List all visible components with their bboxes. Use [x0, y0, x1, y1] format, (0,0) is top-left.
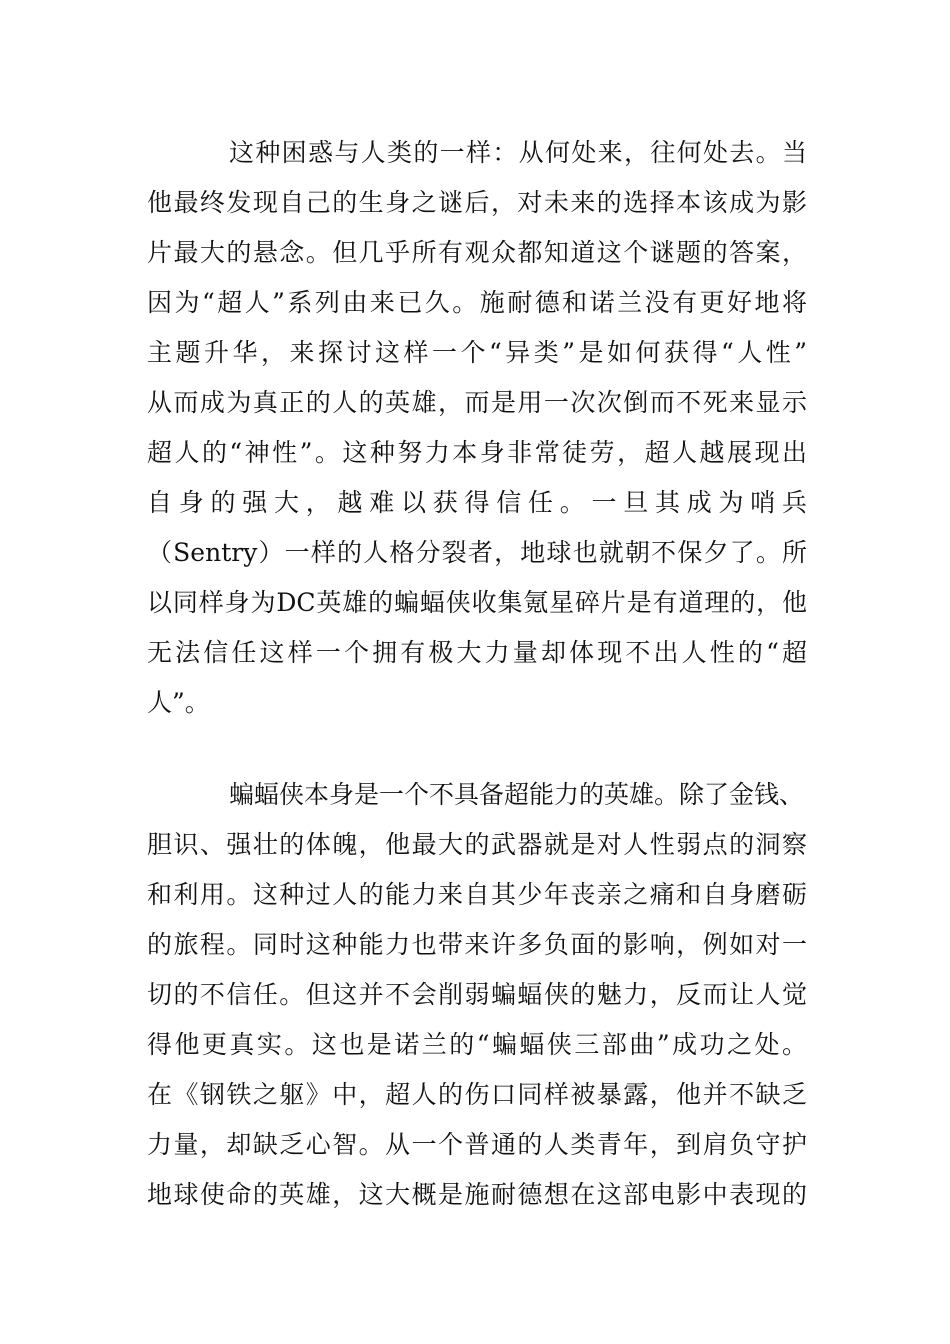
paragraph-2 — [147, 770, 807, 1220]
paragraph-line: 无法信任这样一个拥有极大力量却体现不出人性的“超 — [147, 638, 807, 667]
paragraph-line: 胆识、强壮的体魄，他最大的武器就是对人性弱点的洞察 — [147, 830, 807, 859]
paragraph-line: 力量，却缺乏心智。从一个普通的人类青年，到肩负守护 — [147, 1130, 807, 1159]
paragraph-line: 地球使命的英雄，这大概是施耐德想在这部电影中表现的 — [147, 1180, 807, 1209]
paragraph-line: 片最大的悬念。但几乎所有观众都知道这个谜题的答案， — [147, 238, 807, 267]
paragraph-line: 超人的“神性”。这种努力本身非常徒劳，超人越展现出 — [147, 438, 807, 467]
paragraph-line: 因为“超人”系列由来已久。施耐德和诺兰没有更好地将 — [147, 288, 807, 317]
paragraph-line: 的旅程。同时这种能力也带来许多负面的影响，例如对一 — [147, 930, 807, 959]
paragraph-line: 人”。 — [147, 688, 210, 717]
paragraph-line: 和利用。这种过人的能力来自其少年丧亲之痛和自身磨砺 — [147, 880, 807, 909]
paragraph-line: 得他更真实。这也是诺兰的“蝙蝠侠三部曲”成功之处。 — [147, 1030, 807, 1059]
paragraph-line: 自身的强大，越难以获得信任。一旦其成为哨兵 — [147, 488, 807, 517]
paragraph-line: 从而成为真正的人的英雄，而是用一次次倒而不死来显示 — [147, 388, 807, 417]
paragraph-line: 这种困惑与人类的一样：从何处来，往何处去。当 — [229, 138, 807, 167]
paragraph-line: 主题升华，来探讨这样一个“异类”是如何获得“人性” — [147, 338, 807, 367]
paragraph-1 — [147, 128, 807, 728]
paragraph-line: 切的不信任。但这并不会削弱蝙蝠侠的魅力，反而让人觉 — [147, 980, 807, 1009]
paragraph-line: 蝙蝠侠本身是一个不具备超能力的英雄。除了金钱、 — [229, 780, 805, 809]
paragraph-line: 在《钢铁之躯》中，超人的伤口同样被暴露，他并不缺乏 — [147, 1080, 807, 1109]
paragraph-line: （Sentry）一样的人格分裂者，地球也就朝不保夕了。所 — [147, 538, 807, 567]
paragraph-line: 以同样身为DC英雄的蝙蝠侠收集氪星碎片是有道理的，他 — [147, 588, 807, 617]
paragraph-line: 他最终发现自己的生身之谜后，对未来的选择本该成为影 — [147, 188, 807, 217]
